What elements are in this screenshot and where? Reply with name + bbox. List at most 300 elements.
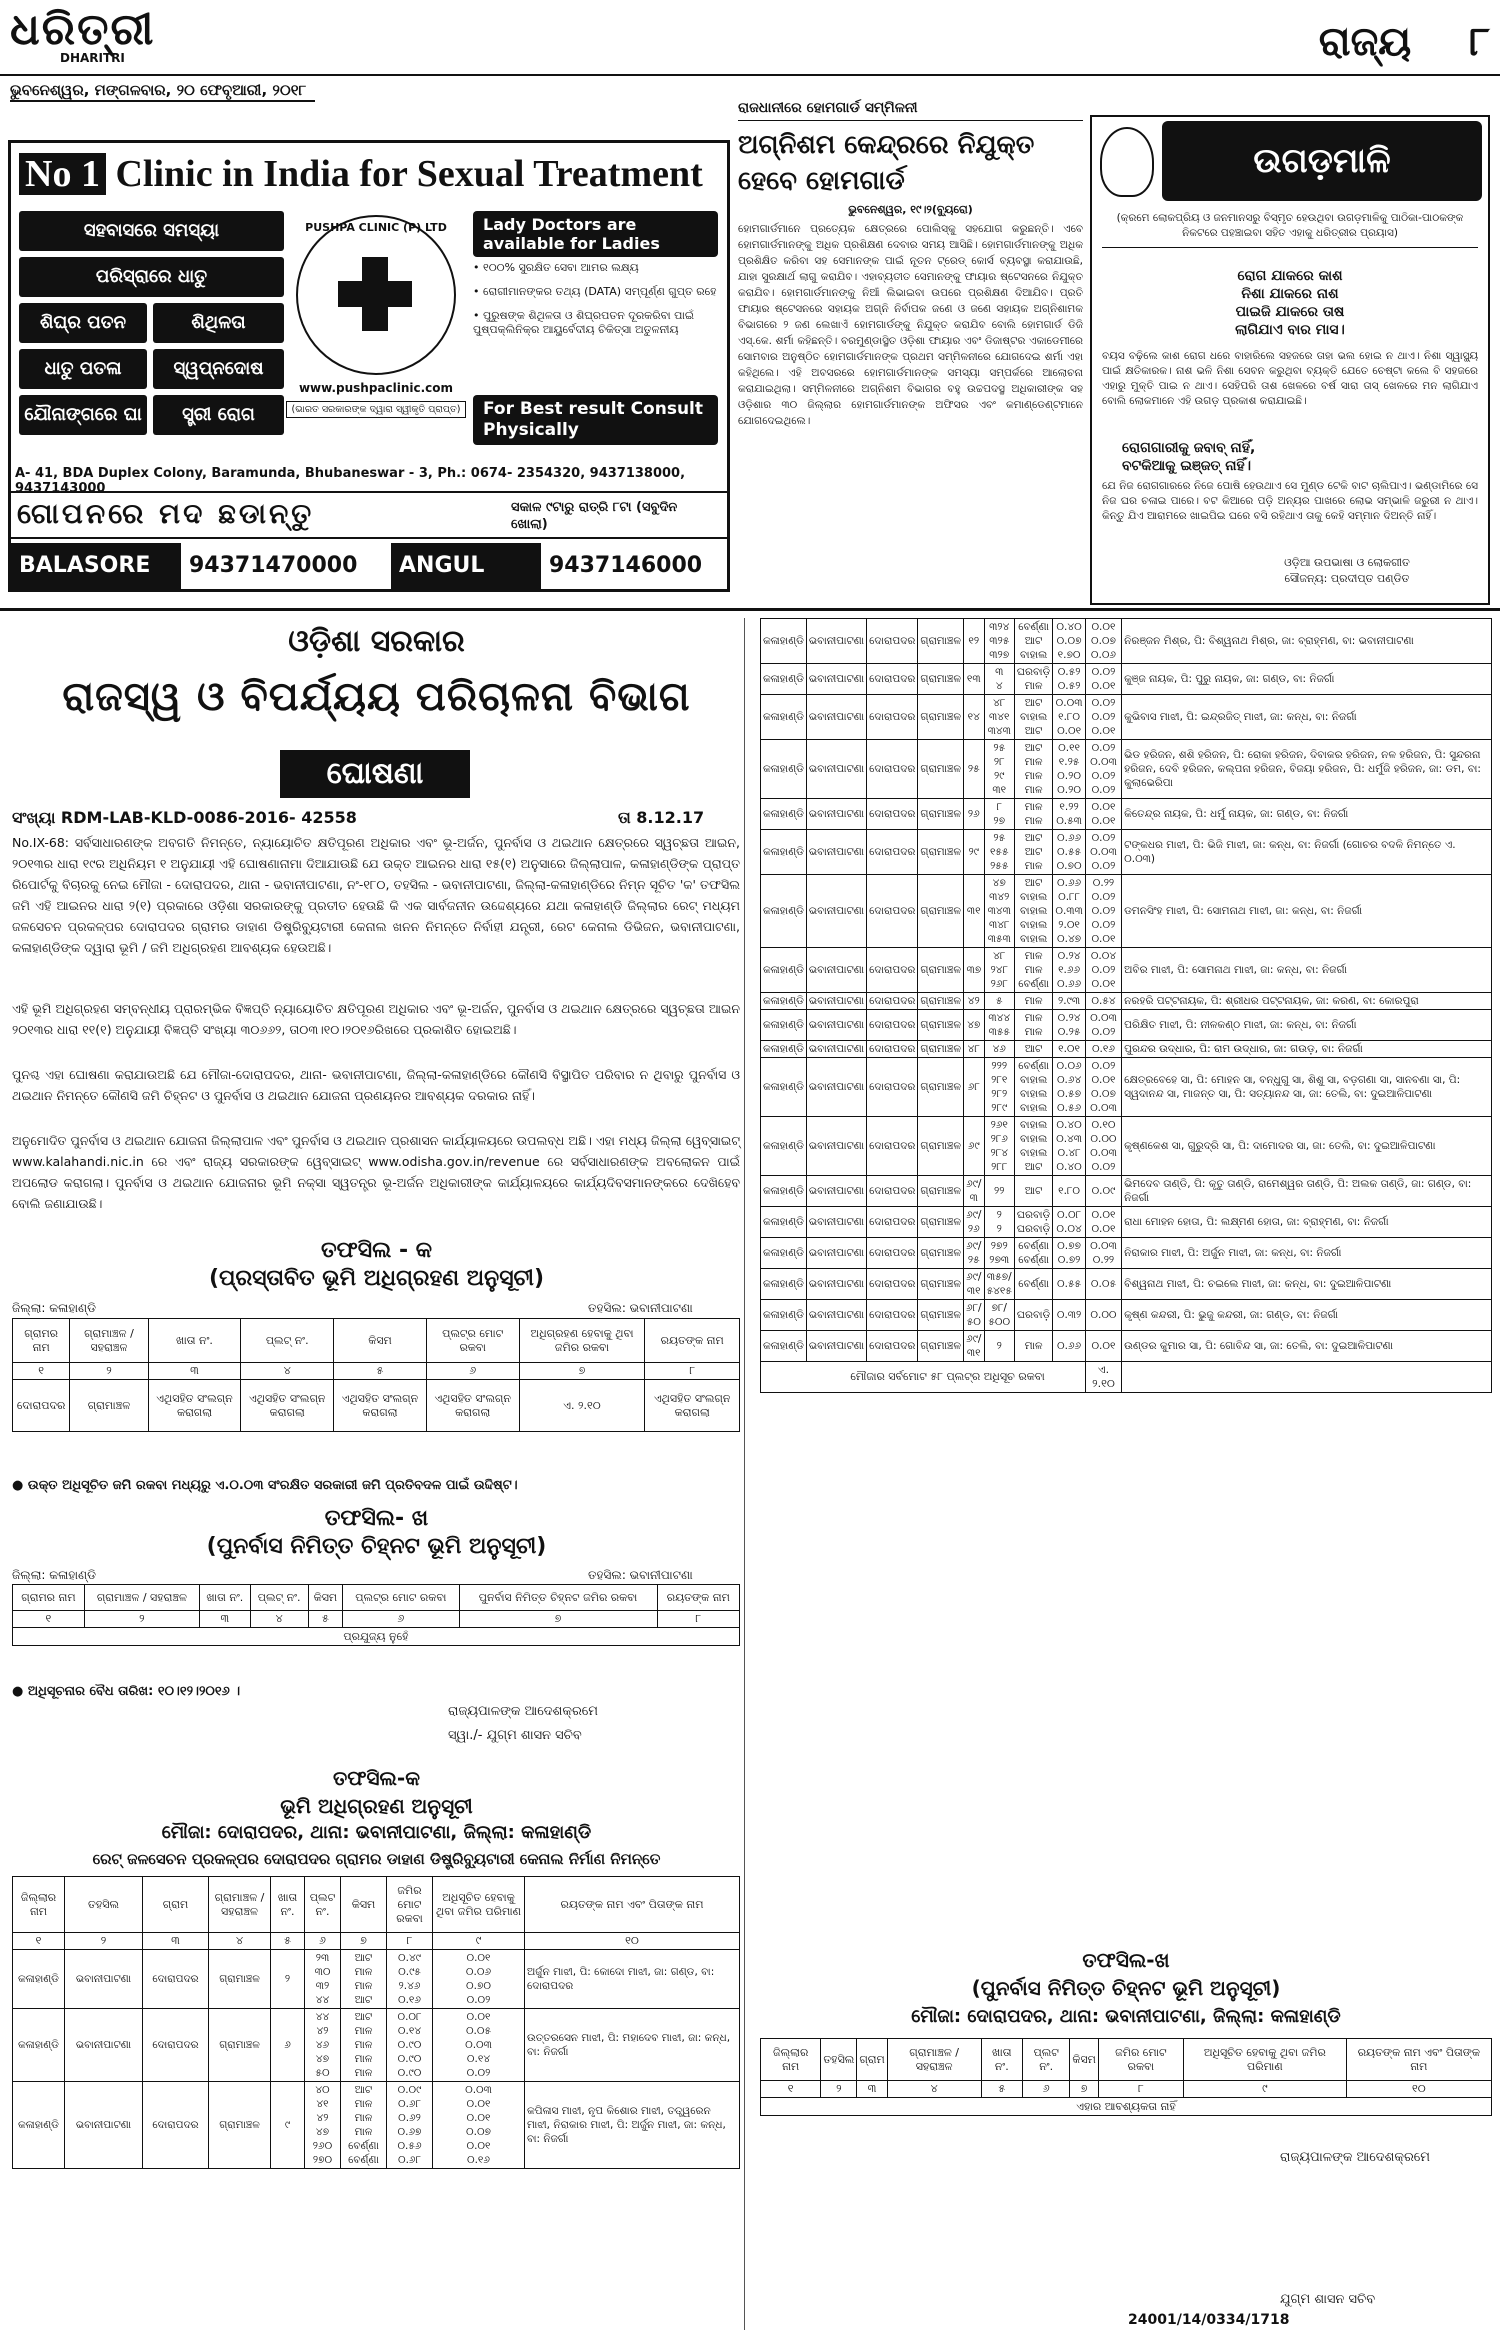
table-header: କିସମ: [334, 1319, 427, 1363]
table-cell: ୦.୦୩ ୧.୮୦ ୦.୦୧: [1053, 695, 1085, 740]
table-cell: ମାଳ ମାଳ ବେର୍ଣ୍ଣା: [1014, 948, 1052, 993]
best-result-banner: For Best result Consult Physically: [473, 395, 718, 445]
table-cell: ଦୋରାପଦର: [867, 1176, 918, 1207]
schedule-b-table: [12, 1584, 740, 1646]
table-row: [761, 695, 1492, 740]
schedule-a-label: ତଫସିଲ - କ: [321, 1238, 432, 1263]
notice-paragraph: No.IX-68: ସର୍ବସାଧାରଣଙ୍କ ଅବଗତି ନିମନ୍ତେ, ନ୍ୟାୟୋଚିତ କ୍ଷତିପୂରଣ ଅଧିକାର ଏବଂ ଭୂ-ଅର୍ଜନ, ପୁନର୍ବାସ ଓ ଥଇଥାନ କ୍ଷେତ୍ରରେ ସ୍ୱଚ୍ଛତା ଆଇନ, ୨୦୧୩ର ଧାରା ୧୯ର ଅଧିନିୟମ ୧ ଅନୁଯାୟୀ ଏହି ଘୋଷଣାନାମା ଦିଆଯାଉଛି ଯେ ଉକ୍ତ ଆଇନର ଧାରା ୧୫(୧) ଅନୁସାରେ ଜିଲ୍ଲାପାଳ, କଳାହାଣ୍ଡିଙ୍କ ପ୍ରାପ୍ତ ରିପୋର୍ଟକୁ ବିଚାରକୁ ନେଇ ମୌଜା - ଦୋରାପଦର, ଥାନା - ଭବାନୀପାଟଣା, ନଂ-୧୮୦, ତହସିଲ - ଭବାନୀପାଟଣା, ଜିଲ୍ଲା-କଳାହାଣ୍ଡିରେ ନିମ୍ନ ସୂଚିତ 'କ' ତଫସିଲ ଜମି ଏହି ଆଇନର ଧାରା ୨(୧) ପ୍ରକାରେ ଓଡ଼ିଶା ସରକାରଙ୍କୁ ପ୍ରତୀତ ହେଉଛି କି ଏକ ସାର୍ବଜନୀନ ଉଦ୍ଦେଶ୍ୟରେ ଯଥା କଳାହାଣ୍ଡି ଜିଲ୍ଲାର ରେଟ୍ ମଧ୍ୟମ ଜଳସେଚନ ପ୍ରକଳ୍ପର ଦୋରାପଦର ଗ୍ରାମର ଡାହାଣ ଡିଷ୍ଟ୍ରିବ୍ୟୁଟାରୀ କେନାଲ ଖନନ ନିମନ୍ତେ ନିର୍ବାହୀ ଯନ୍ତ୍ରୀ, ରେଟ କେନାଲ ଡିଭିଜନ, ଭବାନୀପାଟଣା, କଳାହାଣ୍ଡିଙ୍କ ଦ୍ୱାରା ଭୂମି / ଜମି ଅଧିଗ୍ରହଣ ଆବଶ୍ୟକ ହେଉଅଛି।: [12, 835, 740, 955]
table-cell: ୪୨: [963, 993, 984, 1010]
table-cell: କ୍ଷେତ୍ରବେହେ ସା, ପି: ମୋହନ ସା, ବନ୍ଧୁଗୁ ସା, ଶିଶୁ ସା, ବଡ଼ଗଣା ସା, ସାନବଣା ସା, ପି: ସ୍ୱଦାନନ୍ଦ ସା, ମାଜନ୍ତ ସା, ପି: ସତ୍ୟାନନ୍ଦ ସା, ଜା: ତେଲି, ବା: ଦୁଇଆଳିପାଟଣା: [1122, 1058, 1492, 1117]
table-cell: ୦.୬୬ ୦.୫୫ ୦.୭୦: [1053, 830, 1085, 875]
table-cell: ଅର୍ଜୁନ ମାଝୀ, ପି: କୋଦୋ ମାଝୀ, ଜା: ଗଣ୍ଡ, ବା: ଦୋରାପଦର: [525, 1950, 740, 2009]
table-cell: ୦.୨୪ ୧.୬୬ ୦.୬୬: [1053, 948, 1085, 993]
table-cell: ୦.୫୪: [1085, 993, 1121, 1010]
land-list-table: [12, 1876, 740, 2169]
table-empty-note: ଏହାର ଆବଶ୍ୟକତା ନାହିଁ: [761, 2098, 1492, 2116]
table-cell: କଳାହାଣ୍ଡି: [761, 1331, 807, 1362]
table-cell: ବେର୍ଣ୍ଣା: [1014, 1269, 1052, 1300]
table-cell: ୮ ୨୭: [984, 799, 1014, 830]
table-cell: କଳାହାଣ୍ଡି: [761, 1207, 807, 1238]
table-header: ଖାତା ନଂ.: [199, 1585, 250, 1611]
table-cell: ୨୨୨ ୨୮୧ ୨୮୨ ୨୮୯: [984, 1058, 1014, 1117]
table-cell: ଭବାନୀପାଟଣା: [806, 1238, 866, 1269]
table-cell: ଦୋରାପଦର: [867, 1117, 918, 1176]
column-number: ୨: [70, 1363, 148, 1380]
schedule-a-title: (ପ୍ରସ୍ତାବିତ ଭୂମି ଅଧିଗ୍ରହଣ ଅନୁସୂଚୀ): [208, 1266, 545, 1291]
table-cell: ୦.୫୫: [1053, 1269, 1085, 1300]
table-header: ପ୍ଲଟ୍ ନଂ.: [250, 1585, 308, 1611]
table-cell: ଆଟ ବାହାଲ ଆଟ: [1014, 695, 1052, 740]
table-cell: ଦୋରାପଦର: [867, 1269, 918, 1300]
table-cell: କଳାହାଣ୍ଡି: [761, 830, 807, 875]
feature-line: • ପୁରୁଷଙ୍କ ଶିଥିଳତା ଓ ଶିଘ୍ରପତନ ଦୂରକରିବା ପାଇଁ ପୁଷ୍ପକ୍ଲିନିକ୍ର ଆୟୁର୍ବେଦୀୟ ଚିକିତ୍ସା ଅତୁଳନୀୟ: [473, 309, 695, 336]
table-cell: ଗ୍ରାମାଞ୍ଚଳ: [918, 619, 964, 664]
table-cell: ଗ୍ରାମାଞ୍ଚଳ: [918, 875, 964, 948]
column-verse: ରୋଗ ଯାକରେ କାଶ ନିଶା ଯାକରେ ନାଶ ପାଇଜି ଯାକରେ ତାଷ ଲାଗିଯାଏ ବାର ମାସ।: [1235, 268, 1345, 338]
dateline: ଭୁବନେଶ୍ୱର, ମଙ୍ଗଳବାର, ୨୦ ଫେବୃଆରୀ, ୨୦୧୮: [10, 78, 315, 102]
total-value: ଏ. ୨.୧୦: [1085, 1362, 1121, 1393]
table-cell: ୦.୦୧ ୦.୦୧: [1085, 1207, 1121, 1238]
column-number: ୧: [13, 1363, 70, 1380]
table-cell: ୪୭: [963, 1010, 984, 1041]
table-cell: ଦୋରାପଦର: [867, 993, 918, 1010]
table-cell: ଭବାନୀପାଟଣା: [65, 1950, 143, 2009]
table-cell: କଳାହାଣ୍ଡି: [761, 1176, 807, 1207]
table-cell: ୦.୦୧ ୦.୦୫ ୦.୦୩ ୦.୧୪ ୦.୦୨: [433, 2009, 525, 2082]
table-cell: ୦.୨୪ ୦.୨୫: [1053, 1010, 1085, 1041]
table-cell: ୬୯/ ୩: [963, 1176, 984, 1207]
table-cell: ଅବିର ମାଝୀ, ପି: ସୋମନାଥ ମାଝୀ, ଜା: କନ୍ଧ, ବା: ନିଜର୍ଗା: [1122, 948, 1492, 993]
article-headline: ଅଗ୍ନିଶମ କେନ୍ଦ୍ରରେ ନିଯୁକ୍ତ ହେବେ ହୋମଗାର୍ଡ: [738, 130, 1035, 196]
table-row: [761, 875, 1492, 948]
table-cell: କଳାହାଣ୍ଡି: [761, 1300, 807, 1331]
table-cell: ୦.୦୨ ୦.୦୧ ୦.୦୭ ୦.୦୩: [1085, 1058, 1121, 1117]
column-number: ୧: [13, 1933, 65, 1950]
table-cell: ଘରବାଡ଼ି ଘରବାଡ଼ି: [1014, 1207, 1052, 1238]
column-number: ୯: [433, 1933, 525, 1950]
table-cell: ଗ୍ରାମାଞ୍ଚଳ: [918, 1058, 964, 1117]
table-cell: କଳାହାଣ୍ଡି: [761, 695, 807, 740]
table-cell: ଗ୍ରାମାଞ୍ଚଳ: [209, 2082, 271, 2169]
table-row: [761, 1207, 1492, 1238]
schedule-a-table: [12, 1318, 740, 1432]
table-cell: ନିରଞ୍ଜନ ମିଶ୍ର, ପି: ବିଶ୍ୱନାଥ ମିଶ୍ର, ଜା: ବ୍ରାହ୍ମଣ, ବା: ଭବାନୀପାଟଣା: [1122, 619, 1492, 664]
table-cell: ୬୮/ ୫୦: [963, 1300, 984, 1331]
table-cell: କଳାହାଣ୍ଡି: [13, 1950, 65, 2009]
table-cell: ଭବାନୀପାଟଣା: [806, 1041, 866, 1058]
column-number: ୯: [1183, 2081, 1346, 2098]
column-number: ୪: [241, 1363, 334, 1380]
table-cell: ଦୋରାପଦର: [867, 1331, 918, 1362]
table-cell: ଗ୍ରାମାଞ୍ଚଳ: [918, 948, 964, 993]
table-cell: ୦.୦୧ ୦.୦୬ ୦.୭୦ ୦.୦୨: [433, 1950, 525, 2009]
column-number: ୫: [334, 1363, 427, 1380]
right-schedule-b-title: (ପୁନର୍ବାସ ନିମିତ୍ତ ଚିହ୍ନଟ ଭୂମି ଅନୁସୂଚୀ): [971, 1976, 1281, 2000]
table-cell: ୦.୦୬ ୦.୬୪ ୦.୫୭ ୦.୫୬: [1053, 1058, 1085, 1117]
table-header: ପ୍ଲଟ ନଂ.: [1023, 2039, 1070, 2081]
table-cell: ଭବାନୀପାଟଣା: [806, 740, 866, 799]
column-number: ୭: [341, 1933, 387, 1950]
clinic-website: www.pushpaclinic.com: [298, 381, 454, 395]
table-cell: ଏଥିସହିତ ସଂଲଗ୍ନ କରାଗଲା: [334, 1380, 427, 1432]
article-byline: ଭୁବନେଶ୍ୱର, ୧୯।୨(ବ୍ୟୁରୋ): [848, 203, 973, 216]
table-cell: କଳାହାଣ୍ଡି: [761, 1041, 807, 1058]
table-header: ରୟତଙ୍କ ନାମ: [657, 1585, 739, 1611]
table-cell: ଦୋରାପଦର: [867, 948, 918, 993]
table-header: କିସମ: [341, 1877, 387, 1933]
column-number: ୬: [1023, 2081, 1070, 2098]
table-header: ଜମିର ମୋଟ ରକବା: [1098, 2039, 1183, 2081]
column-number: ୪: [209, 1933, 271, 1950]
table-cell: ୦.୦୨ ୦.୦୨ ୦.୦୧: [1085, 695, 1121, 740]
table-cell: ୦.୦୧ ୦.୦୧: [1085, 799, 1121, 830]
table-cell: ୬୯/ ୨୫: [963, 1238, 984, 1269]
table-row: [761, 619, 1492, 664]
table-header: ଜିଲ୍ଲାର ନାମ: [761, 2039, 821, 2081]
table-cell: ଭିଡ ହରିଜନ, ଶଶି ହରିଜନ, ପି: ରୋକା ହରିଜନ, ଦିବାକର ହରିଜନ, ନଳ ହରିଜନ, ପି: ସୁନ୍ଦରନା ହରିଜନ, ଦେବି ହରିଜନ, କଲ୍ପନା ହରିଜନ, ବିଜୟା ହରିଜନ, ପି: ଧର୍ମୁଜି ହରିଜନ, ଜା: ଡମ, ବା: କୁଲାଭେରିପା: [1122, 740, 1492, 799]
table-cell: ଘରବାଡ଼ି ମାଳ: [1014, 664, 1052, 695]
table-header: ପୁନର୍ବାସ ନିମିତ୍ତ ଚିହ୍ନଟ ଜମିର ରକବା: [459, 1585, 657, 1611]
table-cell: ୪୮: [963, 1041, 984, 1058]
column-number: ୭: [519, 1363, 645, 1380]
table-cell: ୨୯: [963, 830, 984, 875]
table-header: ଖାତା ନଂ.: [148, 1319, 241, 1363]
table-cell: ଭବାନୀପାଟଣା: [806, 695, 866, 740]
column-number: ୪: [887, 2081, 981, 2098]
table-row: [761, 799, 1492, 830]
table-cell: କଳାହାଣ୍ଡି: [761, 1058, 807, 1117]
table-header: ଅଧିଗ୍ରହଣ ହେବାକୁ ଥିବା ଜମିର ରକବା: [519, 1319, 645, 1363]
table-header: ପ୍ଲଟ୍ର ମୋଟ ରକବା: [426, 1319, 519, 1363]
table-row: [761, 740, 1492, 799]
problem-tag: ସ୍ୱପ୍ନଦୋଷ: [153, 349, 284, 389]
table-row: [761, 664, 1492, 695]
table-cell: ପରିକ୍ଷିତ ମାଝୀ, ପି: ନୀଳକଣ୍ଠ ମାଝୀ, ଜା: କନ୍ଧ, ବା: ନିଜର୍ଗା: [1122, 1010, 1492, 1041]
table-cell: କଳାହାଣ୍ଡି: [761, 1238, 807, 1269]
section-header: [1268, 12, 1490, 72]
column-number: ୧: [761, 2081, 821, 2098]
notice-department: ରାଜସ୍ୱ ଓ ବିପର୍ଯ୍ୟୟ ପରିଚାଳନା ବିଭାଗ: [62, 674, 691, 720]
table-cell: ୬୯/ ୨୬: [963, 1207, 984, 1238]
governor-order: ରାଜ୍ୟପାଳଙ୍କ ଆଦେଶକ୍ରମେ: [448, 1704, 599, 1719]
table-cell: ଆଟ ମାଳ ମାଳ ମାଳ: [1014, 740, 1052, 799]
problem-tag: ଯୌନାଙ୍ଗରେ ଘା: [19, 395, 147, 435]
table-cell: ୨୫ ୨୮ ୨୯ ୩୧: [984, 740, 1014, 799]
table-cell: ଦୋରାପଦର: [143, 2009, 209, 2082]
table-header: ଗ୍ରାମ: [143, 1877, 209, 1933]
table-cell: ୦.୦୦: [1085, 1300, 1121, 1331]
total-spacer: [1122, 1362, 1492, 1393]
table-cell: ଏଥିସହିତ ସଂଲଗ୍ନ କରାଗଲା: [426, 1380, 519, 1432]
table-cell: ୦.୦୮ ୦.୧୪ ୦.୯୦ ୦.୯୦ ୦.୯୦: [387, 2009, 433, 2082]
logo-subtitle: DHARITRI: [60, 51, 125, 65]
land-list-mouza: ମୌଜା: ଦୋରାପଦର, ଥାନା: ଭବାନୀପାଟଣା, ଜିଲ୍ଲା: କଳାହାଣ୍ଡି: [161, 1822, 592, 1843]
table-cell: ୬୯/ ୩୧: [963, 1269, 984, 1300]
schedule-b-label: ତଫସିଲ- ଖ: [324, 1506, 429, 1531]
column-number: ୮: [645, 1363, 740, 1380]
table-header: ପ୍ଲଟ୍ ନଂ.: [241, 1319, 334, 1363]
table-cell: ୦.୩୨: [1053, 1300, 1085, 1331]
table-header: ଅଧିସୂଚିତ ହେବାକୁ ଥିବା ଜମିର ପରିମାଣ: [1183, 2039, 1346, 2081]
district-label: ଜିଲ୍ଲା: କଳାହାଣ୍ଡି: [12, 1568, 96, 1582]
right-schedule-b-table: [760, 2038, 1492, 2116]
table-cell: ଦୋରାପଦର: [867, 619, 918, 664]
news-article: [738, 100, 1083, 605]
article-kicker: ରାଜଧାନୀରେ ହୋମଗାର୍ଡ ସମ୍ମିଳନୀ: [738, 100, 1083, 121]
table-cell: ଭବାନୀପାଟଣା: [806, 799, 866, 830]
table-cell: ଦୋରାପଦର: [867, 695, 918, 740]
column-body: ବୟସ ବଢ଼ିଲେ କାଶ ରୋଗ ଧରେ ବାହାରିଲେ ସହଜରେ ତାହା ଭଲ ହୋଇ ନ ଥାଏ। ନିଶା ସ୍ୱାସ୍ଥ୍ୟ ପାଇଁ କ୍ଷତିକାରକ। ନାଶ ଭଳି ନିଶା ସେବନ କରୁଥିବା ବ୍ୟକ୍ତି ଯେତେ ଚେଷ୍ଟା କଲେ ବି ସହଜରେ ଏହାରୁ ମୁକ୍ତି ପାଇ ନ ଥାଏ। ସେହିପରି ତାଶ ଖେଳରେ ବର୍ଷ ସାରା ତାସ୍ ଖେଳରେ ମନ ଲାଗିଯାଏ ବୋଲି ଲୋକମାନେ ଏହି ଉଗଡ଼ ପ୍ରକାଶ କରାଯାଇଛି।: [1102, 350, 1478, 407]
table-cell: ମାଳ: [1014, 1331, 1052, 1362]
table-cell: ୦.୦୯ ୦.୬୮ ୦.୬୨ ୦.୬୭ ୦.୫୬ ୦.୬୮: [387, 2082, 433, 2169]
table-cell: ଭବାନୀପାଟଣା: [806, 1010, 866, 1041]
table-cell: ଟଙ୍କଧର ମାଝୀ, ପି: ଭିଜି ମାଝୀ, ଜା: କନ୍ଧ, ବା: ନିଜର୍ଗା (ଗୋଚର ବଦଳି ନିମନ୍ତେ ଏ. ୦.୦୩): [1122, 830, 1492, 875]
table-cell: କଳାହାଣ୍ଡି: [761, 799, 807, 830]
right-schedule-b-label: ତଫସିଲ-ଖ: [1082, 1948, 1170, 1972]
total-label: ମୌଜାର ସର୍ବମୋଟ ୫୮ ପ୍ଲଟ୍ର ଅଧିସୂଚ ରକବା: [761, 1362, 1086, 1393]
table-cell: କଳାହାଣ୍ଡି: [761, 875, 807, 948]
table-row: [761, 1010, 1492, 1041]
land-list-label: ତଫସିଲ-କ: [333, 1766, 420, 1790]
problem-tag: ପରିସ୍ରାରେ ଧାତୁ: [19, 257, 284, 297]
table-row: [761, 948, 1492, 993]
table-cell: ଆଟ ବାହାଲ ବାହାଲ ବାହାଲ ବାହାଲ: [1014, 875, 1052, 948]
table-cell: ବେର୍ଣ୍ଣା ଆଟ ବାହାଲ: [1014, 619, 1052, 664]
table-header: ଖାତା ନଂ.: [981, 2039, 1022, 2081]
table-cell: ଭବାନୀପାଟଣା: [806, 1058, 866, 1117]
notice-paragraph: ଅନୁମୋଦିତ ପୁନର୍ବାସ ଓ ଥଇଥାନ ଯୋଜନା ଜିଲ୍ଲାପାଳ ଏବଂ ପୁନର୍ବାସ ଓ ଥଇଥାନ ପ୍ରଶାସନ କାର୍ଯ୍ୟାଳୟରେ ଉପଲବ୍ଧ ଅଛି। ଏହା ମଧ୍ୟ ଜିଲ୍ଲା ୱେବ୍ସାଇଟ୍ www.kalahandi.nic.in ରେ ଏବଂ ରାଜ୍ୟ ସରକାରଙ୍କ ୱେବ୍ସାଇଟ୍ www.odisha.gov.in/revenue ରେ ସର୍ବସାଧାରଣଙ୍କ ଅବଲୋକନ ପାଇଁ ଅପଲୋଡ କରାଗଲା। ପୁନର୍ବାସ ଓ ଥଇଥାନ ଯୋଜନାର ଭୂମି ନକ୍ସା ସ୍ୱତନ୍ତ୍ର ଭୂ-ଅର୍ଜନ ଅଧିକାରୀଙ୍କ କାର୍ଯ୍ୟାଳୟରେ କାର୍ଯ୍ୟଦିବସମାନଙ୍କରେ ଦେଖିହେବ ବୋଲି ଜଣାଯାଉଛି।: [12, 1133, 740, 1211]
table-header: ଗ୍ରାମାଞ୍ଚଳ / ସହରାଞ୍ଚଳ: [70, 1319, 148, 1363]
table-cell: ଦୋରାପଦର: [867, 799, 918, 830]
clinic-title: Clinic in India for Sexual Treatment: [115, 153, 703, 195]
newspaper-logo: [10, 4, 215, 68]
table-cell: ୨ ୨: [984, 1207, 1014, 1238]
table-cell: ଆଟ ମାଳ ମାଳ ମାଳ ବେର୍ଣ୍ଣା ବେର୍ଣ୍ଣା: [341, 2082, 387, 2169]
govt-recognition: (ଭାରତ ସରକାରଙ୍କ ଦ୍ୱାରା ସ୍ୱୀକୃତି ପ୍ରାପ୍ତ): [286, 401, 466, 418]
table-cell: ୬୮: [963, 1058, 984, 1117]
district-label: ଜିଲ୍ଲା: କଳାହାଣ୍ଡି: [12, 1301, 96, 1315]
table-cell: ନିରାକାର ମାଝୀ, ପି: ଅର୍ଜୁନ ମାଝୀ, ଜା: କନ୍ଧ, ବା: ନିଜର୍ଗା: [1122, 1238, 1492, 1269]
table-cell: ଗ୍ରାମାଞ୍ଚଳ: [918, 740, 964, 799]
table-header: ରୟତଙ୍କ ନାମ: [645, 1319, 740, 1363]
table-cell: ଗ୍ରାମାଞ୍ଚଳ: [918, 1176, 964, 1207]
column-number: ୫: [308, 1611, 343, 1628]
problem-tag: ଧାତୁ ପତଳା: [19, 349, 147, 389]
column-number: ୨: [84, 1611, 199, 1628]
table-cell: ଘରବାଡ଼ି: [1014, 1300, 1052, 1331]
clinic-advertisement: [8, 140, 730, 592]
land-list-rows: [13, 1950, 740, 2169]
table-cell: ଭିମଦେବ ତାଣ୍ଡି, ପି: କୃତୁ ତାଣ୍ଡି, ରାମେଶ୍ୱର ତାଣ୍ଡି, ପି: ଅଲକ ତାଣ୍ଡି, ଜା: ଗଣ୍ଡ, ବା: ନିଜର୍ଗା: [1122, 1176, 1492, 1207]
table-cell: ୦.୦୮ ୦.୦୪: [1053, 1207, 1085, 1238]
govt-notice-right: [760, 618, 1492, 2330]
column-intro: (କ୍ରମେ ଲୋକପ୍ରିୟ ଓ ଜନମାନସରୁ ବିସ୍ମୃତ ହେଉଥିବା ଉଗଡ଼ମାଳିକୁ ପାଠିକା-ପାଠକଙ୍କ ନିକଟରେ ପହଞ୍ଚାଇବା ସହିତ ଏହାକୁ ଧରିତ୍ରୀର ପ୍ରୟାସ): [1102, 211, 1478, 248]
table-cell: ୧୪: [963, 695, 984, 740]
table-header: ଜିଲ୍ଲାର ନାମ: [13, 1877, 65, 1933]
table-cell: ୨୨: [984, 1176, 1014, 1207]
table-cell: ୨୬୧ ୨୮୬ ୨୮୪ ୨୮୮: [984, 1117, 1014, 1176]
table-cell: ଦୋରାପଦର: [143, 2082, 209, 2169]
table-cell: ବିଶ୍ୱନାଥ ମାଝୀ, ପି: ଚଇଲେ ମାଝୀ, ଜା: କନ୍ଧ, ବା: ଦୁଇଆଳିପାଟଣା: [1122, 1269, 1492, 1300]
column-number: ୪: [250, 1611, 308, 1628]
table-header: ଗ୍ରାମାଞ୍ଚଳ / ସହରାଞ୍ଚଳ: [209, 1877, 271, 1933]
tahasil-label: ତହସିଲ: ଭବାନୀପାଟଣା: [588, 1301, 693, 1315]
column-number: ୭: [1070, 2081, 1099, 2098]
table-cell: ୨୭୨ ୨୭୩: [984, 1238, 1014, 1269]
table-cell: ୬୯/ ୩୧: [963, 1331, 984, 1362]
table-row: [13, 2009, 740, 2082]
table-cell: ୧୩: [963, 664, 984, 695]
table-cell: ଦୋରାପଦର: [867, 1010, 918, 1041]
table-header: ଖାତା ନଂ.: [271, 1877, 305, 1933]
table-cell: ୦.୧୦ ୦.୦୦ ୦.୦୩ ୦.୦୨: [1085, 1117, 1121, 1176]
column-verse-2: ରୋଗଗାରୀକୁ ଜବାବ୍ ନାହିଁ, ବଟକିଆକୁ ଇଞ୍ଜତ୍ ନାହିଁ।: [1122, 440, 1256, 474]
land-list-rows: [761, 619, 1492, 1362]
table-cell: ମାଳ ମାଳ: [1014, 799, 1052, 830]
table-cell: କିତେନ୍ଦ୍ର ନାୟକ, ପି: ଧର୍ମୁ ନାୟକ, ଜା: ଗଣ୍ଡ, ବା: ନିଜର୍ଗା: [1122, 799, 1492, 830]
schedule-b-title: (ପୁନର୍ବାସ ନିମିତ୍ତ ଚିହ୍ନଟ ଭୂମି ଅନୁସୂଚୀ): [206, 1534, 547, 1559]
table-cell: ପୁରନ୍ଦର ଉଦ୍ଧାର, ପି: ରାମ ଉଦ୍ଧାର, ଜା: ଗଉଡ଼, ବା: ନିଜର୍ଗା: [1122, 1041, 1492, 1058]
column-title: ଉଗଡ଼ମାଳି: [1162, 121, 1482, 201]
problem-tag: ଶିଥିଳତା: [153, 303, 284, 343]
table-cell: କଳାହାଣ୍ଡି: [761, 1117, 807, 1176]
notice-top-rule: [0, 608, 1500, 611]
column-number: ୫: [271, 1933, 305, 1950]
table-row: [761, 1269, 1492, 1300]
secret-banner: [11, 491, 727, 539]
table-cell: ୦.୨୨ ୦.୦୨ ୦.୦୨ ୦.୦୨ ୦.୦୧: [1085, 875, 1121, 948]
table-cell: ଆଟ: [1014, 1176, 1052, 1207]
table-cell: ୩ ୪: [984, 664, 1014, 695]
table-cell: ବେର୍ଣ୍ଣା ବେର୍ଣ୍ଣା: [1014, 1238, 1052, 1269]
column-number: ୮: [1098, 2081, 1183, 2098]
table-header: ପ୍ଲଟ ନଂ.: [305, 1877, 341, 1933]
column-number: ୬: [343, 1611, 459, 1628]
table-cell: ୦.୦୧: [1085, 1331, 1121, 1362]
table-cell: ଗ୍ରାମାଞ୍ଚଳ: [918, 1041, 964, 1058]
branch-phone: 94371470000: [189, 553, 358, 578]
signatory: ସ୍ୱା./- ଯୁଗ୍ମ ଶାସନ ସଚିବ: [448, 1728, 582, 1743]
table-cell: ଭବାନୀପାଟଣା: [65, 2009, 143, 2082]
table-cell: ଗ୍ରାମାଞ୍ଚଳ: [918, 993, 964, 1010]
table-cell: ୦.୦୨ ୦.୦୧: [1085, 664, 1121, 695]
table-cell: କୁଞ୍ଜ ନାୟକ, ପି: ପୁରୁ ନାୟକ, ଜା: ଗଣ୍ଡ, ବା: ନିଜର୍ଗା: [1122, 664, 1492, 695]
column-number: ୨: [65, 1933, 143, 1950]
table-cell: ଆଟ ମାଳ ମାଳ ମାଳ ମାଳ: [341, 2009, 387, 2082]
table-cell: ୬୯: [963, 1117, 984, 1176]
table-cell: ଗ୍ରାମାଞ୍ଚଳ: [918, 664, 964, 695]
notification-date: ● ଅଧିସୂଚନାର ବୈଧ ତାରିଖ: ୧୦।୧୨।୨୦୧୬ ।: [12, 1684, 241, 1699]
table-cell: ବେର୍ଣ୍ଣା ବାହାଲ ବାହାଲ ବାହାଲ: [1014, 1058, 1052, 1117]
table-header: କିସମ: [308, 1585, 343, 1611]
table-cell: ଏ. ୨.୧୦: [519, 1380, 645, 1432]
table-cell: କଳାହାଣ୍ଡି: [761, 619, 807, 664]
table-header: ଗ୍ରାମାଞ୍ଚଳ / ସହରାଞ୍ଚଳ: [84, 1585, 199, 1611]
table-cell: ଭବାନୀପାଟଣା: [806, 619, 866, 664]
table-cell: ଗ୍ରାମାଞ୍ଚଳ: [70, 1380, 148, 1432]
table-cell: ଗ୍ରାମାଞ୍ଚଳ: [918, 1238, 964, 1269]
clinic-headline: [11, 143, 727, 205]
schedule-a-note: ● ଉକ୍ତ ଅଧିସୂଚିତ ଜମି ରକବା ମଧ୍ୟରୁ ଏ.୦.୦୩ ସଂରକ୍ଷିତ ସରକାରୀ ଜମି ପ୍ରତିବଦଳ ପାଇଁ ଉଦ୍ଦିଷ୍ଟ।: [12, 1478, 518, 1493]
table-cell: ଭବାନୀପାଟଣା: [806, 1207, 866, 1238]
column-number: ୩: [199, 1611, 250, 1628]
table-cell: କଳାହାଣ୍ଡି: [761, 993, 807, 1010]
table-cell: ଏଥିସହିତ ସଂଲଗ୍ନ କରାଗଲା: [148, 1380, 241, 1432]
notice-date: ତା 8.12.17: [618, 808, 705, 827]
table-header: ତହସିଲ: [65, 1877, 143, 1933]
tahasil-label: ତହସିଲ: ଭବାନୀପାଟଣା: [588, 1568, 693, 1582]
table-cell: ଗ୍ରାମାଞ୍ଚଳ: [918, 1010, 964, 1041]
table-row: [761, 1058, 1492, 1117]
table-cell: ଆଟ ଆଟ ମାଳ: [1014, 830, 1052, 875]
ugadamali-column: [1090, 115, 1490, 605]
table-row: [761, 993, 1492, 1010]
table-cell: ଭବାନୀପାଟଣା: [806, 1331, 866, 1362]
table-cell: କପିଳାସ ମାଝୀ, ନୃପ କିଶୋର ମାଝୀ, ତତ୍ତ୍ୱରେନ ମାଝୀ, ନିରାକାର ମାଝୀ, ପି: ଅର୍ଜୁନ ମାଝୀ, ଜା: କନ୍ଧ, ବା: ନିଜର୍ଗା: [525, 2082, 740, 2169]
table-cell: ଦୋରାପଦର: [867, 1207, 918, 1238]
table-cell: ୩୨୪ ୩୨୫ ୩୨୭: [984, 619, 1014, 664]
table-row: [761, 830, 1492, 875]
problem-tag: ସ୍ତ୍ରୀ ରୋଗ: [153, 395, 284, 435]
table-header: ଗ୍ରାମ: [857, 2039, 887, 2081]
table-cell: ୧.୮୦: [1053, 1176, 1085, 1207]
table-cell: ୦.୪୯ ୦.୯୫ ୨.୪୬ ୦.୧୬: [387, 1950, 433, 2009]
table-cell: ୪୮ ୩୪୧ ୩୪୩: [984, 695, 1014, 740]
column-credit: ଓଡ଼ିଆ ଉପଭାଷା ଓ ଲୋକଗୀତ ସୌଜନ୍ୟ: ପ୍ରଦୀପ୍ତ ପଣ୍ଡିତ: [1284, 556, 1410, 585]
secret-slogan: ଗୋପନରେ ମଦ ଛଡାନ୍ତୁ: [17, 497, 315, 530]
land-list-table-continued: [760, 618, 1492, 1393]
table-cell: ୦.୦୫: [1085, 1269, 1121, 1300]
clinic-address: A- 41, BDA Duplex Colony, Baramunda, Bhubaneswar - 3, Ph.: 0674- 2354320, 9437138000, 9437143000: [15, 466, 686, 496]
table-cell: ଭବାନୀପାଟଣା: [806, 993, 866, 1010]
table-header: ରୟତଙ୍କ ନାମ ଏବଂ ପିତାଙ୍କ ନାମ: [525, 1877, 740, 1933]
section-name: ରାଜ୍ୟ: [1318, 18, 1412, 65]
table-cell: ୨୫ ୧୫୫ ୨୫୫: [984, 830, 1014, 875]
table-cell: ମାଳ: [1014, 993, 1052, 1010]
column-number: ୧୦: [1346, 2081, 1491, 2098]
table-cell: ୦.୧୧ ୧.୨୫ ୦.୨୦ ୦.୨୦: [1053, 740, 1085, 799]
table-cell: ୦.୬୬: [1053, 1331, 1085, 1362]
feature-line: • ରୋଗୀମାନଙ୍କର ତଥ୍ୟ (DATA) ସମ୍ପୂର୍ଣ୍ଣ ଗୁପ୍ତ ରହେ: [473, 285, 717, 298]
table-header: ତହସିଲ: [821, 2039, 857, 2081]
table-cell: ଗ୍ରାମାଞ୍ଚଳ: [918, 799, 964, 830]
notice-ref-no: ସଂଖ୍ୟା RDM-LAB-KLD-0086-2016- 42558: [12, 808, 357, 827]
table-row: [761, 1331, 1492, 1362]
branch-phone: 9437146000: [549, 553, 703, 578]
table-cell: ୧୨: [963, 619, 984, 664]
table-cell: ୫: [984, 993, 1014, 1010]
table-header: କିସମ: [1070, 2039, 1099, 2081]
table-cell: ୦.୦୩ ୦.୦୨: [1085, 1010, 1121, 1041]
table-cell: କଳାହାଣ୍ଡି: [761, 1010, 807, 1041]
table-cell: ଦୋରାପଦର: [13, 1380, 70, 1432]
table-cell: ଦୋରାପଦର: [867, 875, 918, 948]
land-list-purpose: ରେଟ୍ ଜଳସେଚନ ପ୍ରକଳ୍ପର ଦୋରାପଦର ଗ୍ରାମର ଡାହାଣ ଡିଷ୍ଟ୍ରିବ୍ୟୁଟାରୀ କେନାଲ ନିର୍ମାଣ ନିମନ୍ତେ: [92, 1850, 661, 1868]
table-cell: କଳାହାଣ୍ଡି: [761, 948, 807, 993]
land-list-title: ଭୂମି ଅଧିଗ୍ରହଣ ଅନୁସୂଚୀ: [280, 1794, 473, 1818]
table-cell: ଭବାନୀପାଟଣା: [806, 1269, 866, 1300]
table-cell: ୨.୯୩: [1053, 993, 1085, 1010]
notice-govt: ଓଡ଼ିଶା ସରକାର: [288, 624, 465, 659]
table-header: ରୟତଙ୍କ ନାମ ଏବଂ ପିତାଙ୍କ ନାମ: [1346, 2039, 1491, 2081]
table-cell: ୩୫୭/ ୫୪୧୫: [984, 1269, 1014, 1300]
column-number: ୭: [459, 1611, 657, 1628]
notice-title: ଘୋଷଣା: [280, 750, 470, 798]
table-cell: ଭବାନୀପାଟଣା: [806, 1176, 866, 1207]
table-cell: ମାଳ ମାଳ: [1014, 1010, 1052, 1041]
table-cell: ନରହରି ପଟ୍ଟନାୟକ, ପି: ଶ୍ରୀଧର ପଟ୍ଟନାୟକ, ଜା: କରଣ, ବା: କୋରପୁରା: [1122, 993, 1492, 1010]
right-schedule-b-mouza: ମୌଜା: ଦୋରାପଦର, ଥାନା: ଭବାନୀପାଟଣା, ଜିଲ୍ଲା: କଳାହାଣ୍ଡି: [911, 2006, 1341, 2027]
